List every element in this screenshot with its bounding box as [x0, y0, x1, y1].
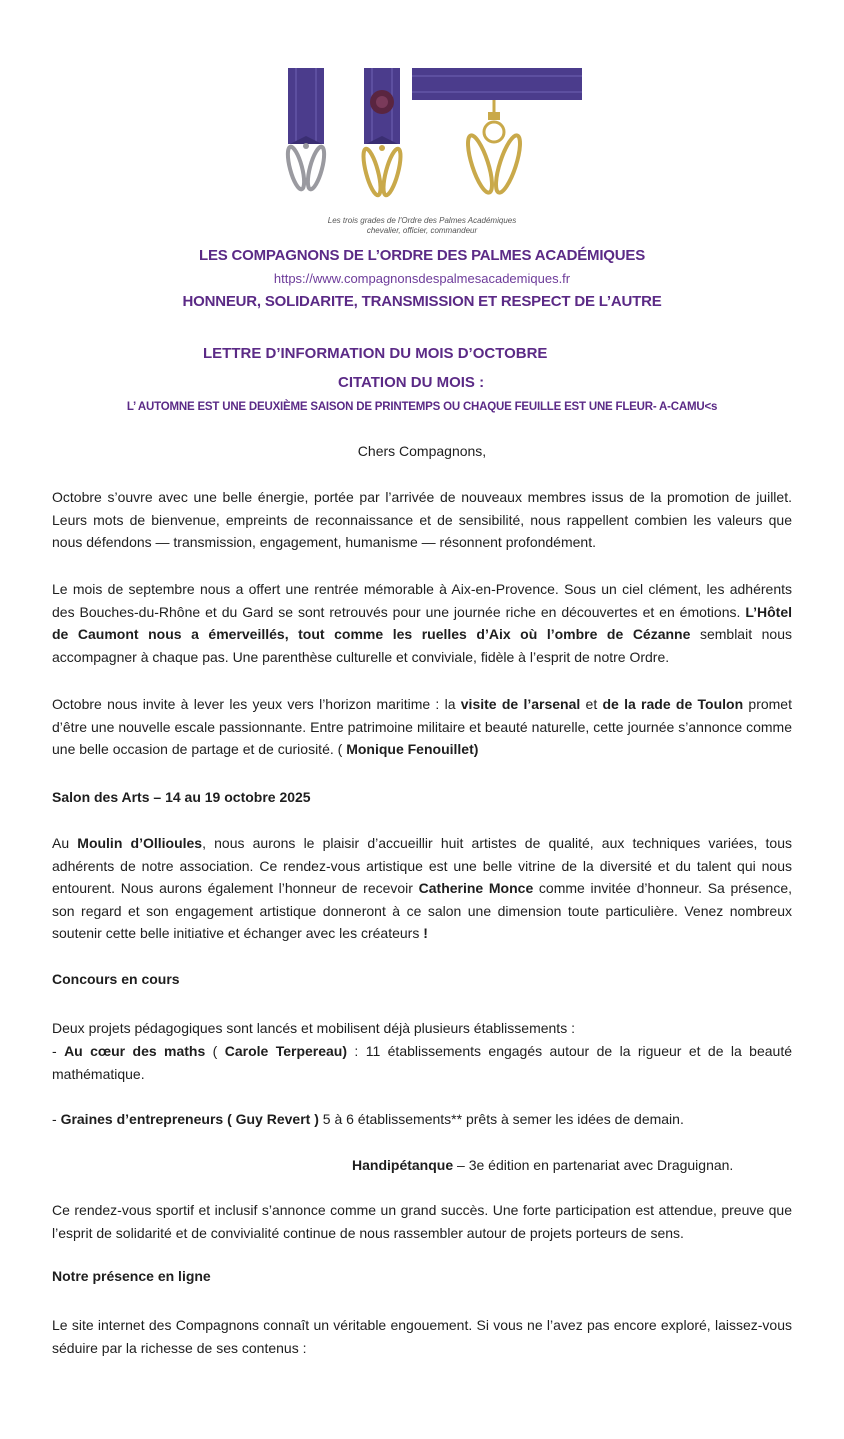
handipetanque-line: Handipétanque – 3e édition en partenariat avec Draguignan. — [352, 1157, 734, 1173]
newsletter-title: LETTRE D’INFORMATION DU MOIS D’OCTOBRE — [203, 345, 548, 362]
citation-text: L’ AUTOMNE EST UNE DEUXIÈME SAISON DE PRINTEMPS OU CHAQUE FEUILLE EST UNE FLEUR- A-CAMU<s — [126, 401, 718, 413]
paragraph-october: Octobre nous invite à lever les yeux vers l’horizon maritime : la visite de l’arsenal et de la rade de Toulon promet d’être une nouvelle escale passionnante. Entre patrimoine militaire et beauté naturelle, cette journée s’annonce comme une belle occasion de partage et de curiosité. ( Monique Fenouillet) — [52, 696, 792, 757]
paragraph-september: Le mois de septembre nous a offert une rentrée mémorable à Aix-en-Provence. Sous un ciel clément, les adhérents des Bouches-du-Rhône et du Gard se sont retrouvés pour une journée riche en découvertes et en émotions. L’Hôtel de Caumont nous a émerveillés, tout comme les ruelles d’Aix où l’ombre de Cézanne semblait nous accompagner à chaque pas. Une parenthèse culturelle et conviviale, fidèle à l’esprit de notre Ordre. — [52, 581, 792, 665]
presence-title: Notre présence en ligne — [52, 1268, 211, 1284]
medals-illustration — [282, 64, 588, 214]
paragraph-presence: Le site internet des Compagnons connaît un véritable engouement. Si vous ne l’avez pas encore exploré, laissez-vous séduire par la richesse de ses contenus : — [52, 1317, 792, 1356]
citation-title: CITATION DU MOIS : — [338, 374, 485, 391]
concours-maths: - Au cœur des maths ( Carole Terpereau) : 11 établissements engagés autour de la rigueur et de la beauté mathématique. — [52, 1043, 792, 1082]
paragraph-salon: Au Moulin d’Ollioules, nous aurons le plaisir d’accueillir huit artistes de qualité, aux techniques variées, tous adhérents de notre association. Ce rendez-vous artistique est une belle vitrine de la diversité et du talent qui nous entourent. Nous aurons également l’honneur de recevoir Catherine Monce comme invitée d’honneur. Sa présence, son regard et son engagement artistique donneront à ce salon une dimension toute particulière. Venez nombreux soutenir cette belle initiative et échanger avec les créateurs ! — [52, 835, 793, 941]
concours-intro: Deux projets pédagogiques sont lancés et mobilisent déjà plusieurs établissements : — [52, 1020, 575, 1036]
org-name: LES COMPAGNONS DE L’ORDRE DES PALMES ACADÉMIQUES — [199, 247, 645, 264]
greeting: Chers Compagnons, — [357, 443, 487, 459]
concours-graines: - Graines d’entrepreneurs ( Guy Revert ) 5 à 6 établissements** prêts à semer les idées de demain. — [52, 1111, 684, 1127]
concours-title: Concours en cours — [52, 971, 180, 987]
medal-caption-line2: chevalier, officier, commandeur — [366, 226, 478, 235]
chevalier-medal-icon — [285, 68, 328, 191]
website-url[interactable]: https://www.compagnonsdespalmesacademiques.fr — [273, 271, 571, 286]
salon-title: Salon des Arts – 14 au 19 octobre 2025 — [52, 789, 311, 805]
officier-medal-icon — [360, 68, 404, 197]
medal-caption-line1: Les trois grades de l'Ordre des Palmes Académiques — [327, 216, 517, 225]
paragraph-welcome: Octobre s’ouvre avec une belle énergie, portée par l’arrivée de nouveaux membres issus de la promotion de juillet. Leurs mots de bienvenue, empreints de reconnaissance et de sensibilité, nous rappellent combien les valeurs que nous défendons — transmission, engagement, humanisme — résonnent profondément. — [52, 489, 792, 550]
commandeur-medal-icon — [412, 68, 582, 195]
paragraph-handipetanque: Ce rendez-vous sportif et inclusif s’annonce comme un grand succès. Une forte participation est attendue, preuve que l’esprit de solidarité et de convivialité continue de nous rassembler autour de projets porteurs de sens. — [52, 1202, 792, 1241]
motto: HONNEUR, SOLIDARITE, TRANSMISSION ET RESPECT DE L’AUTRE — [182, 293, 662, 310]
